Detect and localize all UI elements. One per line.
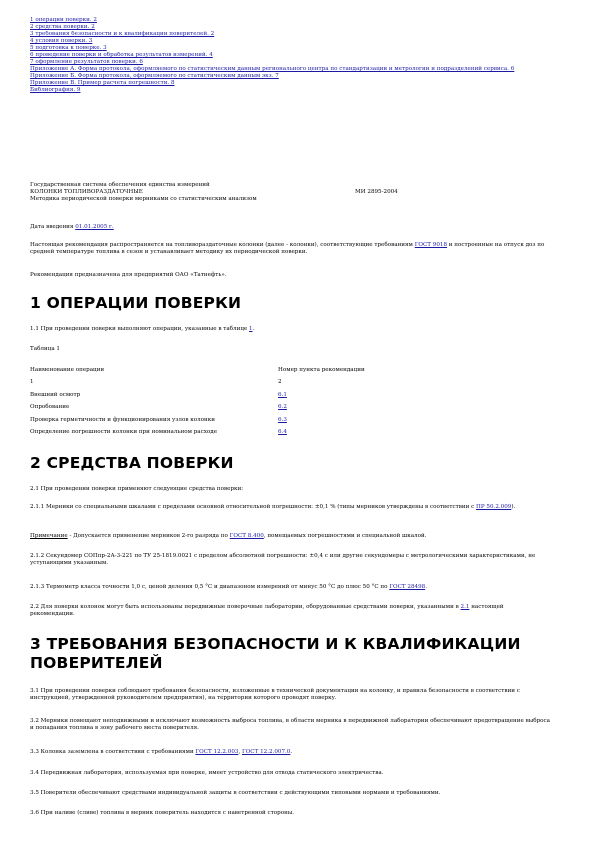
clause-2-1-2: 2.1.2 Секундомер СОПпр-2А-3-221 по ТУ 25-1819.0021 с пределом абсолютной погрешности: ±0,4 с или другие секундомеры с метрологическими характеристиками, не уступающими указанным. (30, 553, 536, 566)
clause-link[interactable]: 6.3 (278, 416, 287, 423)
clause-3-4: 3.4 Передвижная лаборатория, используемая при поверке, имеет устройство для отвода статического электричества. (30, 770, 384, 776)
clause-3-2: 3.2 Мерники помещают неподвижными и исключают возможность выброса топлива, в области мерника в передвижной лаборатории обеспечивают предотвращение выброса и попадания топлива в зону рабочего места поверителя. (30, 718, 550, 731)
clause-3-6: 3.6 При наливе (сливе) топлива в мерник поверитель находится с наветренной стороны. (30, 810, 295, 816)
table-row: Внешний осмотр 6.1 (30, 391, 287, 398)
gost-9018-link[interactable]: ГОСТ 9018 (414, 242, 448, 248)
table-row: 1 2 (30, 379, 282, 386)
toc-item[interactable]: Приложение В. Пример расчета погрешности. 8 (30, 80, 175, 86)
clause-2-1-link[interactable]: 2.1 (460, 604, 470, 610)
clause-3-3: 3.3 Колонка заземлена в соответствии с требованиями ГОСТ 12.2.003, ГОСТ 12.2.007.0. (30, 749, 293, 755)
clause-link[interactable]: 6.4 (278, 429, 287, 436)
date-link[interactable]: 01.01.2005 г. (75, 224, 114, 230)
pr-50-2-009-link[interactable]: ПР 50.2.009 (476, 504, 512, 510)
gost-8-400-link[interactable]: ГОСТ 8.400 (229, 533, 264, 539)
column-header: Номер пункта рекомендации (278, 366, 365, 373)
clause-2-1-1: 2.1.1 Мерники со специальными шкалами с пределами основной относительной погрешности: ±0,1 % (типы мерников утверждены в соответствии с ПР 50.2.009). (30, 504, 516, 510)
table-1-link[interactable]: 1 (249, 326, 253, 332)
table-row: Опробование 6.2 (30, 404, 287, 411)
clause-3-1: 3.1 При проведении поверки соблюдают требования безопасности, изложенные в технической документации на колонку, и правила безопасности в соответствии с инструкцией, утвержденной руководителем предприятия), на территории которого проводят поверку. (30, 688, 520, 701)
gost-12-2-007-link[interactable]: ГОСТ 12.2.007.0 (242, 749, 291, 755)
toc-item[interactable]: Приложение А. Форма протокола, оформляемого по статистическим данным регионального центра по стандартизации и метрологии и подразделений сервиса. 6 (30, 66, 515, 72)
toc-item[interactable]: Библиография. 9 (30, 87, 81, 93)
table-header-row (30, 364, 550, 377)
section-2-heading: 2 СРЕДСТВА ПОВЕРКИ (30, 454, 234, 472)
table-row: Проверка герметичности и функционирования узлов колонки 6.3 (30, 416, 287, 423)
section-2-intro: 2.1 При проведении поверки применяют следующие средства поверки: (30, 486, 244, 492)
table-of-contents (30, 17, 550, 94)
operations-table (30, 364, 550, 439)
toc-item[interactable]: 2 средства поверки. 2 (30, 24, 95, 30)
toc-item[interactable]: 3 требования безопасности и к квалификации поверителей. 2 (30, 31, 215, 37)
header-subtitle: Методика периодической поверки мерниками со статистическим анализом (30, 196, 257, 202)
clause-2-2: 2.2 Для поверки колонок могут быть использованы передвижные поверочные лаборатории, оборудованные средствами поверки, указанными в 2.1 настоящей рекомендации. (30, 604, 504, 617)
note-paragraph: Примечание - Допускается применение мерников 2-го разряда по ГОСТ 8.400, помещаемых погрешностями и специальной шкалой. (30, 533, 427, 539)
toc-item[interactable]: 4 условия поверки. 3 (30, 38, 93, 44)
section-3-heading: 3 ТРЕБОВАНИЯ БЕЗОПАСНОСТИ И К КВАЛИФИКАЦИИ ПОВЕРИТЕЛЕЙ (30, 635, 521, 672)
intro-date: Дата введения 01.01.2005 г. (30, 224, 114, 230)
clause-link[interactable]: 6.1 (278, 391, 287, 398)
table-caption: Таблица 1 (30, 346, 60, 352)
section-1-paragraph: 1.1 При проведении поверки выполняют операции, указанные в таблице 1. (30, 326, 255, 332)
toc-item[interactable]: 6 проведение поверки и обработка результатов измерений. 4 (30, 52, 213, 58)
intro-paragraph: Настоящая рекомендация распространяется на топливораздаточные колонки (далее - колонки), соответствующие требованиям ГОСТ 9018 и построенные на отпуск доз по средней температуре топлива в сезон и устанавливает методику их периодической поверки. (30, 242, 545, 255)
clause-link[interactable]: 6.2 (278, 404, 287, 411)
document-header (30, 182, 550, 203)
toc-item[interactable]: 5 подготовка к поверке. 3 (30, 45, 107, 51)
section-1-heading: 1 ОПЕРАЦИИ ПОВЕРКИ (30, 294, 242, 312)
toc-item[interactable]: 1 операции поверки. 2 (30, 17, 97, 23)
header-title: КОЛОНКИ ТОПЛИВОРАЗДАТОЧНЫЕ (30, 189, 143, 195)
clause-3-5: 3.5 Поверители обеспечивают средствами индивидуальной защиты в соответствии с действующими типовыми нормами и требованиями. (30, 790, 441, 796)
intro-scope: Рекомендация предназначена для предприятий ОАО «Татнефть». (30, 272, 227, 278)
header-system-line: Государственная система обеспечения единства измерений (30, 182, 210, 188)
gost-12-2-003-link[interactable]: ГОСТ 12.2.003 (195, 749, 239, 755)
toc-item[interactable]: 7 оформление результатов поверки. 6 (30, 59, 143, 65)
toc-item[interactable]: Приложение Б. Форма протокола, оформляемого по статистическим данным экз. 7 (30, 73, 279, 79)
column-header: Наименование операции (30, 366, 105, 373)
table-row: Определение погрешности колонки при номинальном расходе 6.4 (30, 429, 287, 436)
header-doc-number: МИ 2895-2004 (355, 189, 398, 195)
gost-28498-link[interactable]: ГОСТ 28498 (389, 584, 426, 590)
clause-2-1-3: 2.1.3 Термометр класса точности 1,0 с, ценой деления 0,5 °С и диапазоном измерений от минус 50 °С до плюс 50 °С по ГОСТ 28498. (30, 584, 427, 590)
